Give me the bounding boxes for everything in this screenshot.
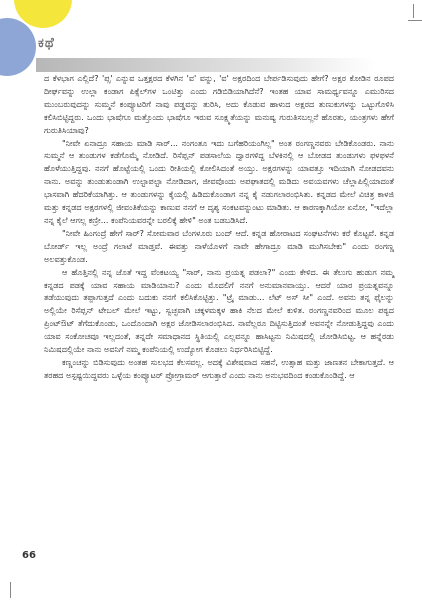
crop-mark-bottom	[10, 582, 11, 598]
page-number: 66	[22, 550, 36, 561]
paragraph: "ನೀವೇ ಹಿಂಗಂದ್ರೆ ಹೇಗೆ ಸಾರ್? ಸೋಮವಾರ ಬೆಂಗಳೂರು ಬಂದ್ ಆದೆ. ಕನ್ನಡ ಹೋರಾಟದ ಸಂಘಟನೆಗಳು ಕರೆ ಕೊಟ್ಟವೆ. ಕನ್ನಡ ಬೋರ್ಡ್ ಇಲ್ಲ ಅಂದ್ರೆ ಗಲಾಟೆ ಮಾಡ್ತವೆ. ಈವತ್ತು ನಾಳೆಯೊಳಗೆ ನಾವೇ ಹೇಗಾದ್ರೂ ಮಾಡಿ ಮುಗಿಸಬೇಕು" ಎಂದು ರಂಗಣ್ಣ ಅಲವತ್ತುಕೊಂಡ.	[44, 227, 394, 264]
paragraph: ದ ಕೆಳಭಾಗ ಎಲ್ಲಿದೆ? 'ಪ್ಸ' ಎನ್ನುವ ಒತ್ತಕ್ಷರದ ಕೆಳಗಿನ 'ವ' ವನ್ನು, 'ವ' ಅಕ್ಷರದಿಂದ ಬೇರ್ಪಡಿಸುವುದು ಹೇಗೆ? ಅಕ್ಷರ ಕೋಡಿನ ರೂಪದ ದೀರ್ಘವನ್ನು ಉಲ್ಲಾ ಕಂಡಾಗ ಪಿಕ್ಸೆಲ್‌ಗಳ ಒಂಟಿತ್ತು ಎಂದು ಗಡಿಬಿಡಿಯಾಗಿದೆನೆ? ಇಂತಹ ಯಾವ ಸಾಮರ್ಥ್ಯವನ್ನೂ ಎಮುರಿಸದ ಮುಂಬರುವುದನ್ನು ಸುಮ್ಮನೆ ಕಂಪ್ಯೂಟರಿಗೆ ನಾವು ಪಡ್ಡವನ್ನು ತುರಿಸಿ, ಅದು ಕೊಡುವ ಹಾಳುದ ಅಕ್ಷರದ ತುಣುಕುಗಳನ್ನು ಒಟ್ಟುಗೊಳಿಸಿ ಕಲಿಸಿಬಿಟ್ಟಿದ್ದರು. ಒಂದು ಭಾಷೆಗೂ ಮತ್ತೊಂದು ಭಾಷೆಗೂ ಇರುವ ಸೂಕ್ಷ್ಮತೆಯನ್ನು ಮನುಷ್ಯ ಗುರುತಿಸಬಲ್ಲನೆ ಹೊರತು, ಯಂತ್ರಗಳು ಹೇಗೆ ಗುರುತಿಸಿಯಾವು?	[44, 73, 394, 135]
crop-mark-top	[413, 4, 414, 18]
paragraph: "ನೀವೇ ಏನಾದ್ರೂ ಸಹಾಯ ಮಾಡಿ ಸಾರ್... ನಂಗಂತೂ ಇದು ಬಗೆಹರಿಯಂಗಿಲ್ಲ" ಅಂತ ರಂಗಣ್ಣನವರು ಬೇಡಿಕೊಂಡರು. ನಾನು ಸುಮ್ಮನೆ ಆ ತುಂಡುಗಳ ಕಡೆಗೊಮ್ಮೆ ನೋಡಿದೆ. ರಿಸೆಪ್ಷನ್ ಪಡಸಾಲೆಯ ದ್ವಾರಗಳಿದ್ದ ಬೆಳಕಿನಲ್ಲಿ ಆ ಬೋಡದ ತುಂಡುಗಳು ಫಳಫಳನೆ ಹೊಳೆಯುತ್ತಿದ್ದವು. ನನಗೆ ಹೊಟ್ಟೆಯಲ್ಲಿ ಒಂದು ರೀತಿಯಲ್ಲಿ ಕೋಲಿಸಿದಂತೆ ಅಯ್ತು. ಅಕ್ಷರಗಳನ್ನು ಯಾವತ್ತೂ ಇದಿಯಾಗಿ ನೋಡದವನು ನಾನು. ಅವನ್ನು ತುಂಡುತುಂಡಾಗಿ ಉಲ್ಟಾಪಲ್ಟಾ ನೋಡಿದಾಗ, ಜೀವವೊಂದು ಅಪಘಾತದಲ್ಲಿ ಮಡಿದು ಅವಯವಗಳು ಚೆಲ್ಲಾಪಿಲ್ಲಿಯಾದಂತೆ ಭಾಸವಾಗಿ ಹೆದರಿಕೆಯಾಗಿತ್ತು. ಆ ತುಂಡುಗಳನ್ನು ಕೈಯಲ್ಲಿ ಹಿಡಿದುಕೊಂಡಾಗ ನನ್ನ ಕೈ ನಡುಗಲಾರಂಭಿಸಿತು. ಕನ್ನಡದ ಮೇಲೆ ವಿಚಿತ್ರ ಕಾಳಜಿ ಮತ್ತು ಕನ್ನಡದ ಅಕ್ಷರಗಳಲ್ಲಿ ಜೀವಂತಿಕೆಯನ್ನು ಕಾಣುವ ನನಗೆ ಆ ದೃಶ್ಯ ಸಂಕಟವನ್ನುಂಟು ಮಾಡಿತು. ಆ ಕಾರಣಕ್ಕಾಗಿಯೋ ಏನೋ, "ಇದೆಲ್ಲಾ ನನ್ನ ಕೈಲೆ ಆಗಲ್ಲ ಕಣ್ರೀ... ಕಂಪೆನಿಯವರನ್ನೇ ಬರಲಿಕ್ಕೆ ಹೇಳಿ" ಅಂತ ಬಡಬಡಿಸಿದೆ.	[44, 137, 394, 225]
story-text	[44, 72, 394, 382]
paragraph: ಆ ಹೊತ್ತಿನಲ್ಲಿ ನನ್ನ ಜೊತೆ ಇದ್ದ ವೆಂಕಟಯ್ಯ "ಸಾರ್, ನಾನು ಪ್ರಯತ್ನ ಪಡಲಾ?" ಎಂದು ಕೇಳಿದ. ಈ ತೆಲುಗು ಹುಡುಗ ನಮ್ಮ ಕನ್ನಡದ ಪಡಕ್ಕೆ ಯಾವ ಸಹಾಯ ಮಾಡಿಯಾನು? ಎಂದು ಮೊದಲಿಗೆ ನನಗೆ ಅನುಮಾನವಾಯ್ತು. ಆದರೆ ಯಾರ ಪ್ರಯತ್ನವನ್ನೂ ತಡೆಯುವುದು ತಪ್ಪಾಗುತ್ತದೆ ಎಂದು ಬದುಕು ನನಗೆ ಕಲಿಸಿಕೊಟ್ಟಿತ್ತು. "ಟ್ರೈ ಮಾಡು... ಲೆಟ್ ಅಸ್ ಸೀ" ಎಂದೆ. ಅವನು ತನ್ನ ಫೈಲನ್ನು ಅಲ್ಲಿಯೇ ರಿಸೆಪ್ಷನ್ ಟೇಬಲ್ ಮೇಲೆ ಇಟ್ಟು, ಸ್ವಚ್ಛವಾಗಿ ಚಕ್ಕಳಮಕ್ಕಳ ಹಾಕಿ ನೆಲದ ಮೇಲೆ ಕುಳಿತ. ರಂಗಣ್ಣನವರಿಂದ ಮೂಲ ಪಠ್ಯದ ಪ್ರಿಂಟ್‌ಔಟ್ ತೆಗೆದುಕೊಂಡು, ಒಂದೊಂದಾಗಿ ಅಕ್ಷರ ಜೋಡಿಸಲಾರಂಭಿಸಿದ. ನಾವೆಲ್ಲರೂ ದಿಟ್ಟಿಸುತ್ತಿದಂತೆ ಅವನನ್ನೇ ನೋಡುತ್ತಿದ್ದವು ಎಂದು ಯಾವ ಸಂಕೋಚವೂ ಇಲ್ಲದಂತೆ, ತನ್ನದೇ ಸಮಾಧಾನದ ಸ್ಥಿತಿಯಲ್ಲಿ ಎಲ್ಲವನ್ನೂ ಹಾಸಿಟ್ಟನು ನಿಮಿಷದಲ್ಲಿ ಜೋಡಿಸಿಬಿಟ್ಟ. ಆ ಹನ್ನೆರಡು ನಿಮಿಷದಲ್ಲಿಯೇ ನಾನು ಅವನಿಗೆ ನಮ್ಮ ಕಂಪೆನಿಯಲ್ಲಿ ಉದ್ಯೋಗ ಕೊಡಲು ನಿರ್ಧರಿಸಿಬಿಟ್ಟಿದ್ದೆ.	[44, 266, 394, 355]
section-title: ಕಥೆ	[38, 36, 55, 51]
crop-mark-top-horizontal	[408, 20, 422, 21]
header-bar	[36, 58, 376, 72]
paragraph: ಕಣ್ಣಂಚನ್ನು ಬಿಡಿಸುವುದು ಅಂತಹ ಸುಲಭದ ಕೆಲಸವಲ್ಲ. ಅದಕ್ಕೆ ವಿಶೇಷವಾದ ಸಹನೆ, ಉತ್ಸಾಹ ಮತ್ತು ಜಾಣತನ ಬೇಕಾಗುತ್ತದೆ. ಆ ತರಹದ ಅಸ್ಪಷ್ಟಯಿದ್ದವರು ಒಳ್ಳೆಯ ಕಂಪ್ಯೂಟರ್ ಪ್ರೋಗ್ರಾಮರ್ ಆಗುತ್ತಾರೆ ಎಂದು ನಾನು ಅನುಭವದಿಂದ ಕಂಡುಕೊಂಡಿದ್ದೆ. ಆ	[44, 356, 394, 380]
decorative-blue-circle	[0, 18, 36, 76]
